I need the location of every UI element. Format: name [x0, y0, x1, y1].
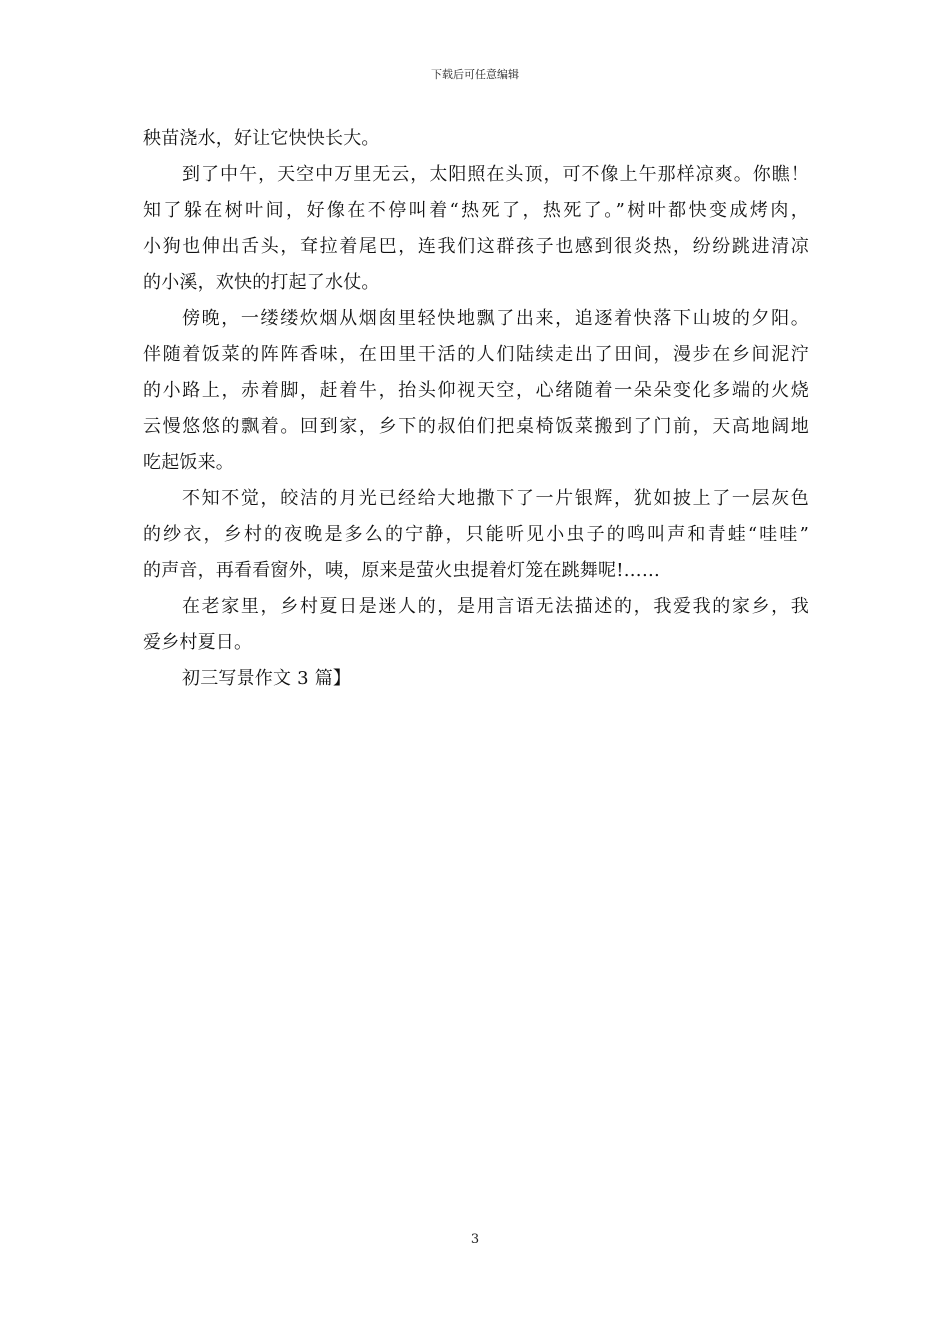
- text-line: 的小路上，赤着脚，赶着牛，抬头仰视天空，心绪随着一朵朵变化多端的火烧: [143, 380, 809, 401]
- text-line: 的纱衣，乡村的夜晚是多么的宁静，只能听见小虫子的鸣叫声和青蛙“哇哇”: [143, 524, 809, 545]
- text-line: 不知不觉，皎洁的月光已经给大地撒下了一片银辉，犹如披上了一层灰色: [182, 488, 809, 509]
- text-line: 伴随着饭菜的阵阵香味，在田里干活的人们陆续走出了田间，漫步在乡间泥泞: [143, 344, 809, 365]
- page-number: 3: [470, 1232, 480, 1247]
- text-line: 知了躲在树叶间，好像在不停叫着“热死了，热死了。”树叶都快变成烤肉，: [143, 200, 809, 221]
- text-line: 的声音，再看看窗外，咦，原来是萤火虫提着灯笼在跳舞呢!……: [143, 560, 661, 581]
- document-body: [143, 121, 809, 697]
- text-line: 到了中午，天空中万里无云，太阳照在头顶，可不像上午那样凉爽。你瞧！: [182, 164, 809, 185]
- text-line: 云慢悠悠的飘着。回到家，乡下的叔伯们把桌椅饭菜搬到了门前，天高地阔地: [143, 416, 809, 437]
- page-header: 下载后可任意编辑: [431, 68, 519, 81]
- text-line: 爱乡村夏日。: [143, 632, 253, 653]
- text-line: 秧苗浇水，好让它快快长大。: [143, 128, 380, 149]
- text-line: 在老家里，乡村夏日是迷人的，是用言语无法描述的，我爱我的家乡，我: [182, 596, 809, 617]
- text-line: 吃起饭来。: [143, 452, 234, 473]
- section-heading: 初三写景作文 3 篇】: [182, 668, 352, 689]
- text-line: 小狗也伸出舌头，耷拉着尾巴，连我们这群孩子也感到很炎热，纷纷跳进清凉: [143, 236, 809, 257]
- text-line: 傍晚，一缕缕炊烟从烟囱里轻快地飘了出来，追逐着快落下山坡的夕阳。: [182, 308, 809, 329]
- text-line: 的小溪，欢快的打起了水仗。: [143, 272, 380, 293]
